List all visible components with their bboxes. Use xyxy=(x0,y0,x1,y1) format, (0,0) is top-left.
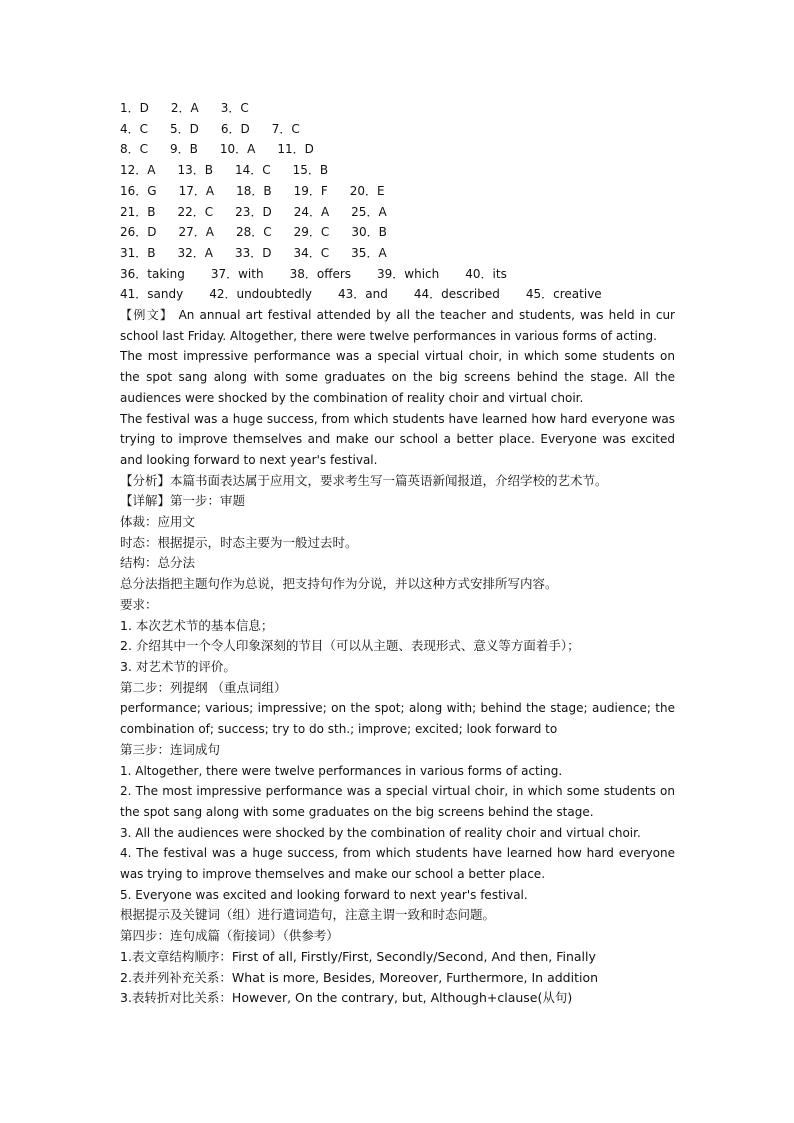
answer-item: 18．B xyxy=(236,183,272,198)
sentence-2: 2. The most impressive performance was a special virtual choir, in which some students on the spot sang along with some graduates on the big screens behind the stage. xyxy=(120,784,675,819)
answer-item: 41．sandy xyxy=(120,287,184,302)
connector-2: 2.表并列补充关系：What is more, Besides, Moreover, Furthermore, In addition xyxy=(120,969,599,985)
connector-3: 3.表转折对比关系：However, On the contrary, but, Although+clause(从句) xyxy=(120,990,573,1006)
step3-title: 第三步：连词成句 xyxy=(120,741,221,757)
answer-item: 32．A xyxy=(177,245,213,260)
answer-row xyxy=(120,160,675,181)
essay-paragraph-3: The festival was a huge success, from which students have learned how hard everyone was trying to improve themselves and make our school a better place. Everyone was excited and looking forward to next year's festival. xyxy=(120,411,675,467)
answer-item: 27．A xyxy=(178,225,214,240)
document-body xyxy=(120,98,675,1009)
answer-item: 35．A xyxy=(351,245,387,260)
essay-paragraph-2: The most impressive performance was a special virtual choir, in which some students on the spot sang along with some graduates on the big screens behind the stage. All the audiences were shocked by the combination of reality choir and virtual choir. xyxy=(120,349,675,405)
answer-item: 11．D xyxy=(277,142,314,157)
structure-desc-line: 总分法指把主题句作为总说，把支持句作为分说，并以这种方式安排所写内容。 xyxy=(120,576,558,592)
answer-row xyxy=(120,202,675,223)
answer-row xyxy=(120,119,675,140)
sentence-1: 1. Altogether, there were twelve performances in various forms of acting. xyxy=(120,763,563,778)
answer-item: 38．offers xyxy=(289,266,352,281)
answer-item: 5．D xyxy=(170,121,199,136)
key-phrases: performance; various; impressive; on the spot; along with; behind the stage; audience; the combination of; success; try to do sth.; improve; excited; look forward to xyxy=(120,701,675,737)
sentence-4: 4. The festival was a huge success, from which students have learned how hard everyone was trying to improve themselves and make our school a better place. xyxy=(120,846,675,882)
answer-item: 16．G xyxy=(120,183,157,198)
structure-line: 结构：总分法 xyxy=(120,555,196,571)
answer-row xyxy=(120,139,675,160)
answer-item: 13．B xyxy=(177,163,213,178)
analysis-line: 【分析】本篇书面表达属于应用文，要求考生写一篇英语新闻报道，介绍学校的艺术节。 xyxy=(120,472,608,488)
step4-title: 第四步：连句成篇（衔接词）（供参考） xyxy=(120,928,339,944)
answer-item: 1．D xyxy=(120,101,149,115)
answer-item: 8．C xyxy=(120,142,149,157)
answer-item: 45．creative xyxy=(525,287,602,302)
sentence-3: 3. All the audiences were shocked by the combination of reality choir and virtual choir. xyxy=(120,825,641,840)
answer-item: 42．undoubtedly xyxy=(209,287,313,302)
answer-row xyxy=(120,284,675,305)
answer-item: 30．B xyxy=(351,225,387,240)
answer-item: 25．A xyxy=(351,204,387,219)
tense-line: 时态：根据提示，时态主要为一般过去时。 xyxy=(120,534,358,550)
answer-row xyxy=(120,243,675,264)
answer-item: 24．A xyxy=(293,204,330,219)
answer-item: 2．A xyxy=(170,101,199,115)
answer-item: 20．E xyxy=(349,183,385,198)
essay-paragraph-1: 【例文】 An annual art festival attended by all the teacher and students, was held in cur school last Friday. Altogether, there were twelve performances in various forms of acting. xyxy=(120,308,675,343)
answer-item: 44．described xyxy=(413,287,500,302)
answer-item: 21．B xyxy=(120,204,156,219)
answer-key xyxy=(120,98,675,305)
answer-item: 28．C xyxy=(236,225,272,240)
answer-item: 33．D xyxy=(235,245,272,260)
requirement-2: 2. 介绍其中一个令人印象深刻的节目（可以从主题、表现形式、意义等方面着手）； xyxy=(120,638,580,654)
answer-item: 26．D xyxy=(120,225,157,240)
note-line: 根据提示及关键词（组）进行遣词造句，注意主谓一致和时态问题。 xyxy=(120,907,496,923)
detail-step1-title: 【详解】第一步：审题 xyxy=(120,493,246,509)
answer-row xyxy=(120,98,675,119)
answer-item: 29．C xyxy=(293,225,330,240)
answer-item: 6．D xyxy=(220,121,250,136)
answer-item: 36．taking xyxy=(120,266,185,281)
answer-item: 3．C xyxy=(220,101,249,115)
answer-item: 12．A xyxy=(120,163,156,178)
answer-item: 9．B xyxy=(170,142,198,157)
requirement-1: 1. 本次艺术节的基本信息； xyxy=(120,617,274,633)
answer-row xyxy=(120,264,675,285)
genre-line: 体裁：应用文 xyxy=(120,514,196,530)
answer-row xyxy=(120,181,675,202)
answer-item: 43．and xyxy=(338,287,388,302)
answer-item: 37．with xyxy=(210,266,264,281)
answer-item: 17．A xyxy=(178,183,215,198)
answer-item: 40．its xyxy=(465,266,507,281)
answer-item: 19．F xyxy=(293,183,328,198)
answer-item: 39．which xyxy=(377,266,440,281)
requirement-3: 3. 对艺术节的评价。 xyxy=(120,658,236,674)
answer-item: 22．C xyxy=(177,204,214,219)
answer-item: 14．C xyxy=(235,163,271,178)
answer-item: 10．A xyxy=(219,142,256,157)
sentence-5: 5. Everyone was excited and looking forward to next year's festival. xyxy=(120,887,528,902)
answer-item: 31．B xyxy=(120,245,156,260)
connector-1: 1.表文章结构顺序：First of all, Firstly/First, Secondly/Second, And then, Finally xyxy=(120,948,596,964)
requirements-title: 要求： xyxy=(120,596,158,612)
answer-item: 4．C xyxy=(120,121,149,136)
step2-title: 第二步：列提纲 （重点词组） xyxy=(120,679,287,695)
answer-item: 15．B xyxy=(292,163,329,178)
answer-item: 7．C xyxy=(271,121,300,136)
answer-item: 23．D xyxy=(235,204,272,219)
answer-item: 34．C xyxy=(293,245,330,260)
answer-row xyxy=(120,222,675,243)
